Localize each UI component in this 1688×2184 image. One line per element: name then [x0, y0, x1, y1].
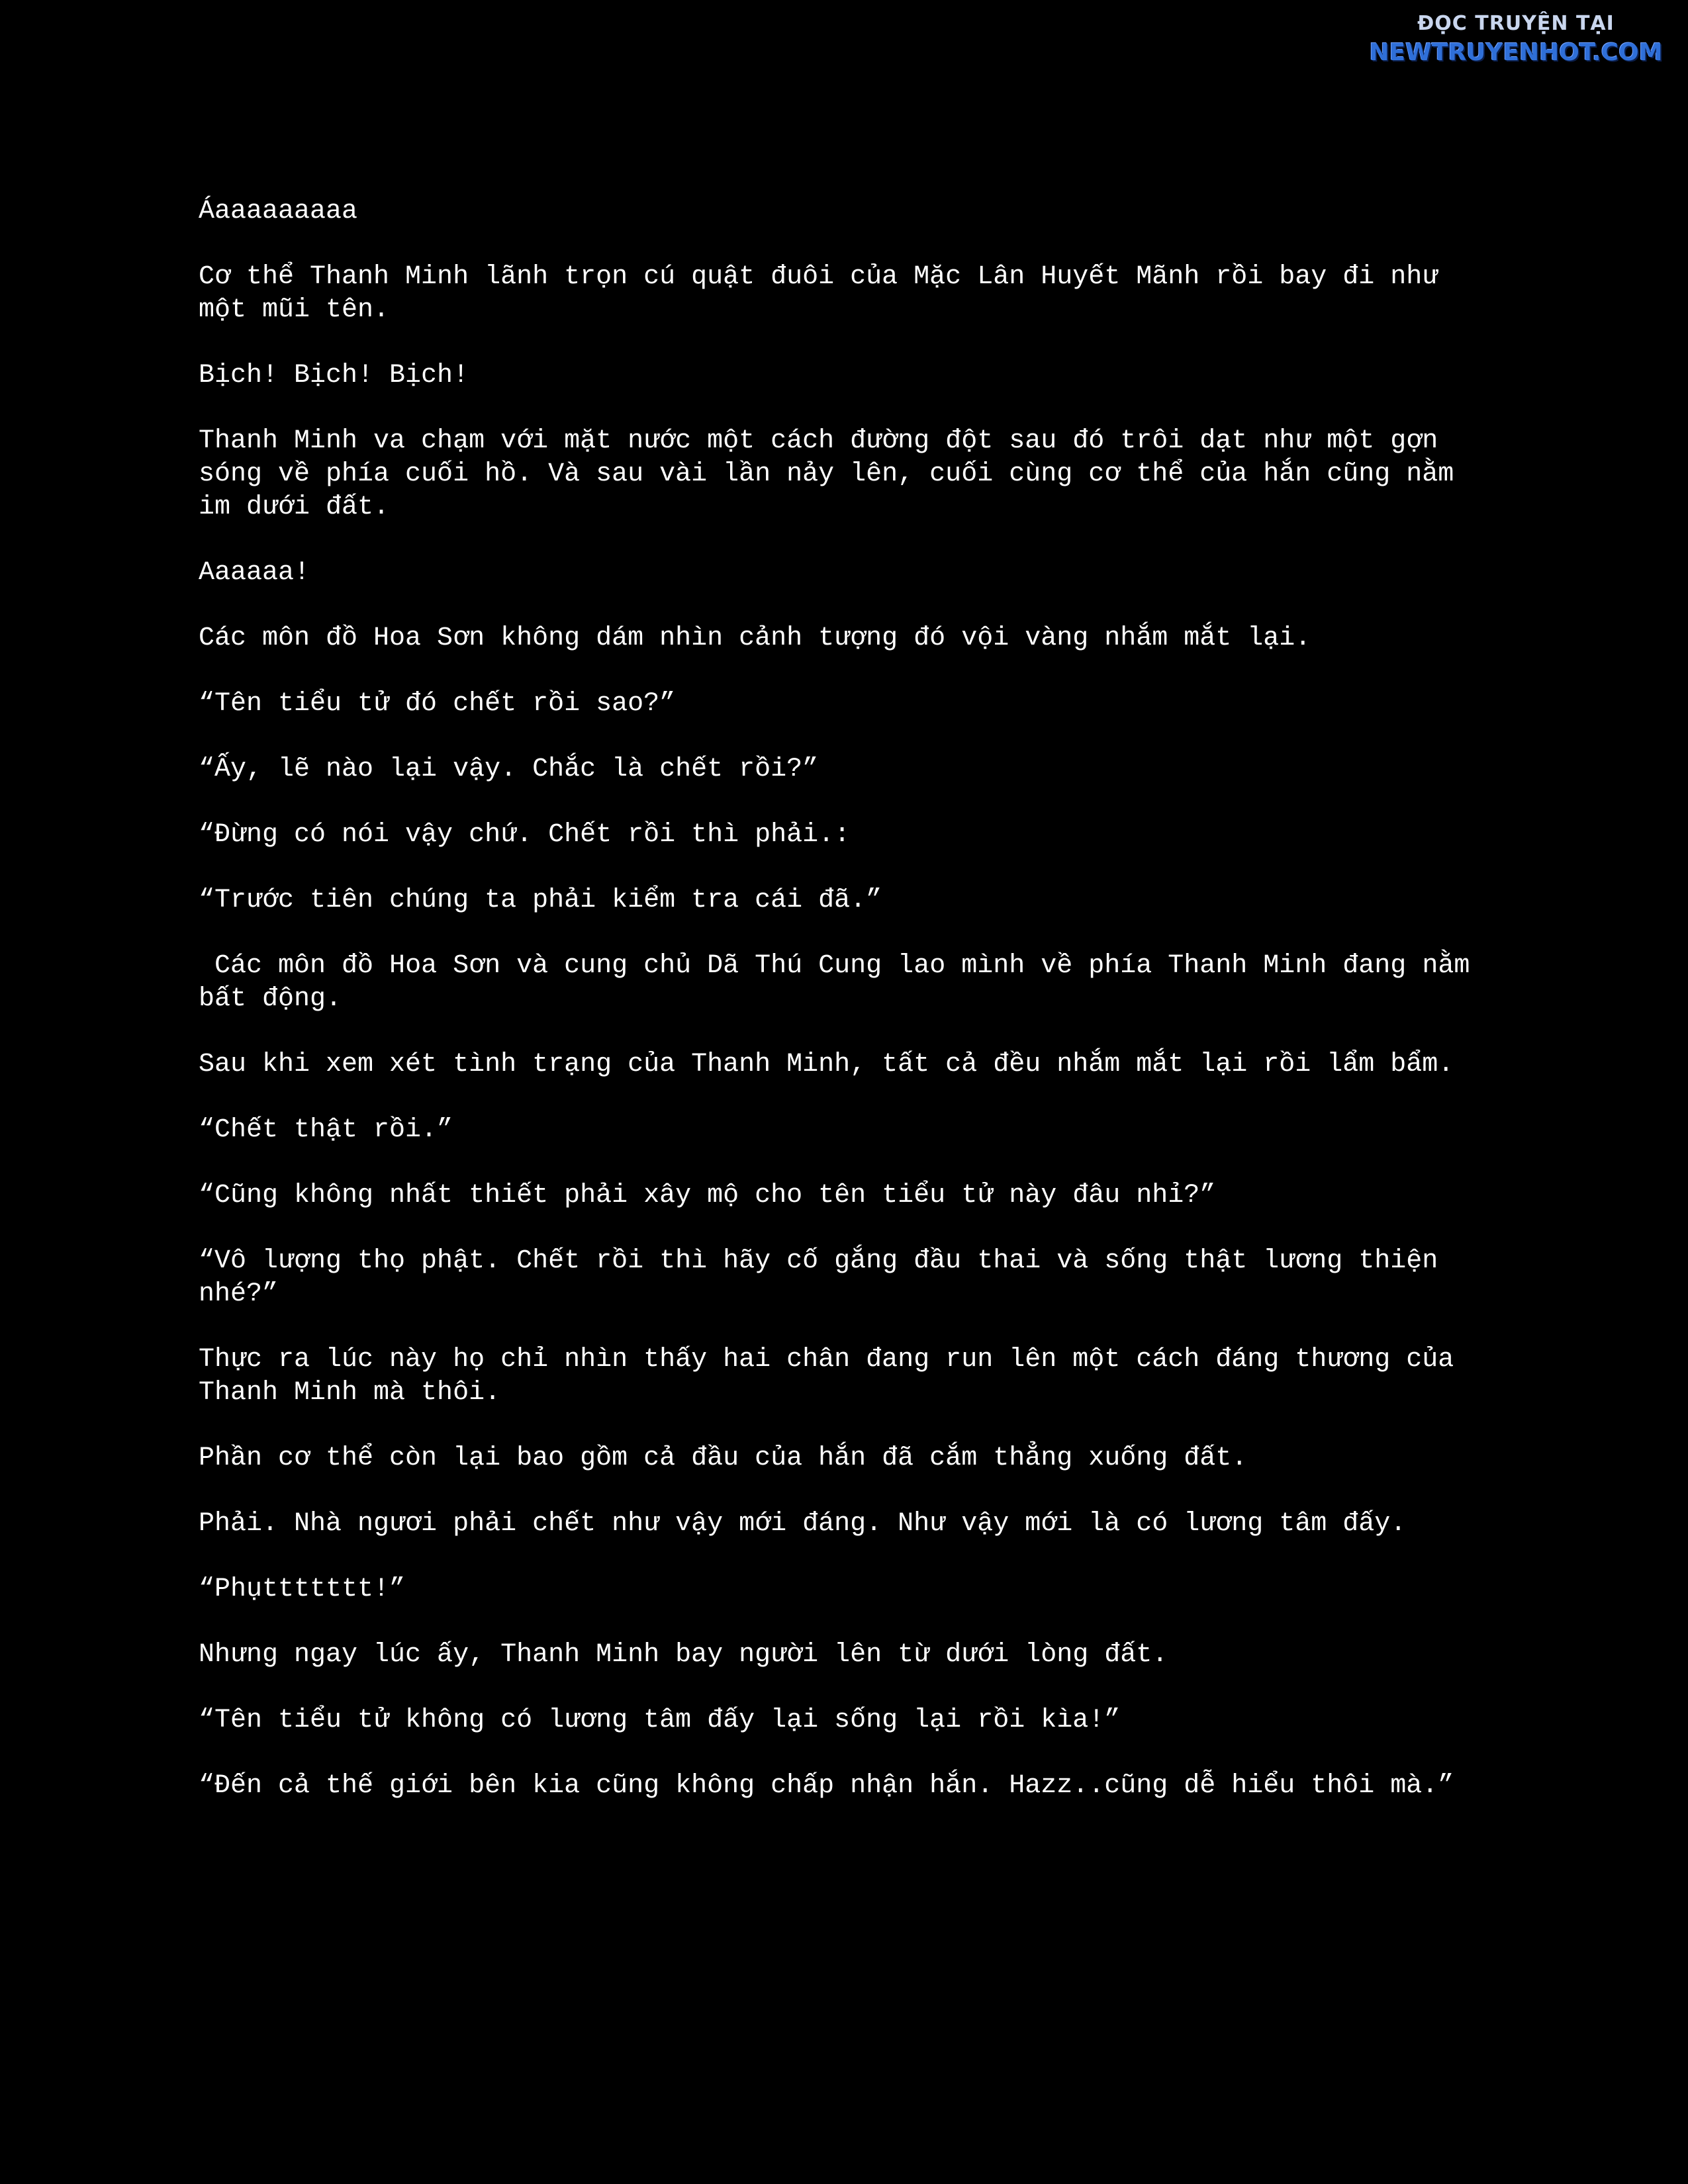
- paragraph: “Tên tiểu tử đó chết rồi sao?”: [199, 689, 676, 719]
- paragraph: “Tên tiểu tử không có lương tâm đấy lại sống lại rồi kìa!”: [199, 1706, 1121, 1735]
- paragraph: Cơ thể Thanh Minh lãnh trọn cú quật đuôi của Mặc Lân Huyết Mãnh rồi bay đi như một mũi tên.: [199, 262, 1454, 325]
- watermark-line-1: ĐỌC TRUYỆN TẠI: [1417, 12, 1615, 35]
- paragraph: “Chết thật rồi.”: [199, 1115, 453, 1145]
- paragraph: Bịch! Bịch! Bịch!: [199, 361, 469, 390]
- paragraph: Sau khi xem xét tình trạng của Thanh Minh, tất cả đều nhắm mắt lại rồi lẩm bẩm.: [199, 1050, 1454, 1079]
- paragraph: Phải. Nhà ngươi phải chết như vậy mới đáng. Như vậy mới là có lương tâm đấy.: [199, 1509, 1407, 1539]
- paragraph: Aaaaaa!: [199, 558, 310, 588]
- paragraph: Các môn đồ Hoa Sơn không dám nhìn cảnh tượng đó vội vàng nhắm mắt lại.: [199, 623, 1311, 653]
- watermark-site-name: NEWTRUYENHOT.COM: [1369, 39, 1663, 66]
- paragraph: “Ấy, lẽ nào lại vậy. Chắc là chết rồi?”: [199, 754, 819, 784]
- paragraph: “Đến cả thế giới bên kia cũng không chấp nhận hắn. Hazz..cũng dễ hiểu thôi mà.”: [199, 1771, 1454, 1801]
- paragraph: “Phụttttttt!”: [199, 1574, 406, 1604]
- paragraph: “Cũng không nhất thiết phải xây mộ cho tên tiểu tử này đâu nhỉ?”: [199, 1181, 1216, 1210]
- paragraph: “Vô lượng thọ phật. Chết rồi thì hãy cố gắng đầu thai và sống thật lương thiện nhé?”: [199, 1246, 1454, 1309]
- story-text: [199, 195, 1496, 1835]
- paragraph: “Trước tiên chúng ta phải kiểm tra cái đã.”: [199, 886, 882, 915]
- paragraph: Thực ra lúc này họ chỉ nhìn thấy hai chân đang run lên một cách đáng thương của Thanh Minh mà thôi.: [199, 1345, 1470, 1408]
- paragraph: Thanh Minh va chạm với mặt nước một cách đường đột sau đó trôi dạt như một gợn sóng về phía cuối hồ. Và sau vài lần nảy lên, cuối cùng cơ thể của hắn cũng nằm im dưới đất.: [199, 426, 1470, 522]
- paragraph: Phần cơ thể còn lại bao gồm cả đầu của hắn đã cắm thẳng xuống đất.: [199, 1443, 1248, 1473]
- site-watermark: [1364, 9, 1668, 68]
- paragraph: Áaaaaaaaaa: [199, 197, 358, 226]
- paragraph: Nhưng ngay lúc ấy, Thanh Minh bay người lên từ dưới lòng đất.: [199, 1640, 1168, 1670]
- paragraph: “Đừng có nói vậy chứ. Chết rồi thì phải.:: [199, 820, 851, 850]
- paragraph: Các môn đồ Hoa Sơn và cung chủ Dã Thú Cung lao mình về phía Thanh Minh đang nằm bất động.: [199, 951, 1486, 1014]
